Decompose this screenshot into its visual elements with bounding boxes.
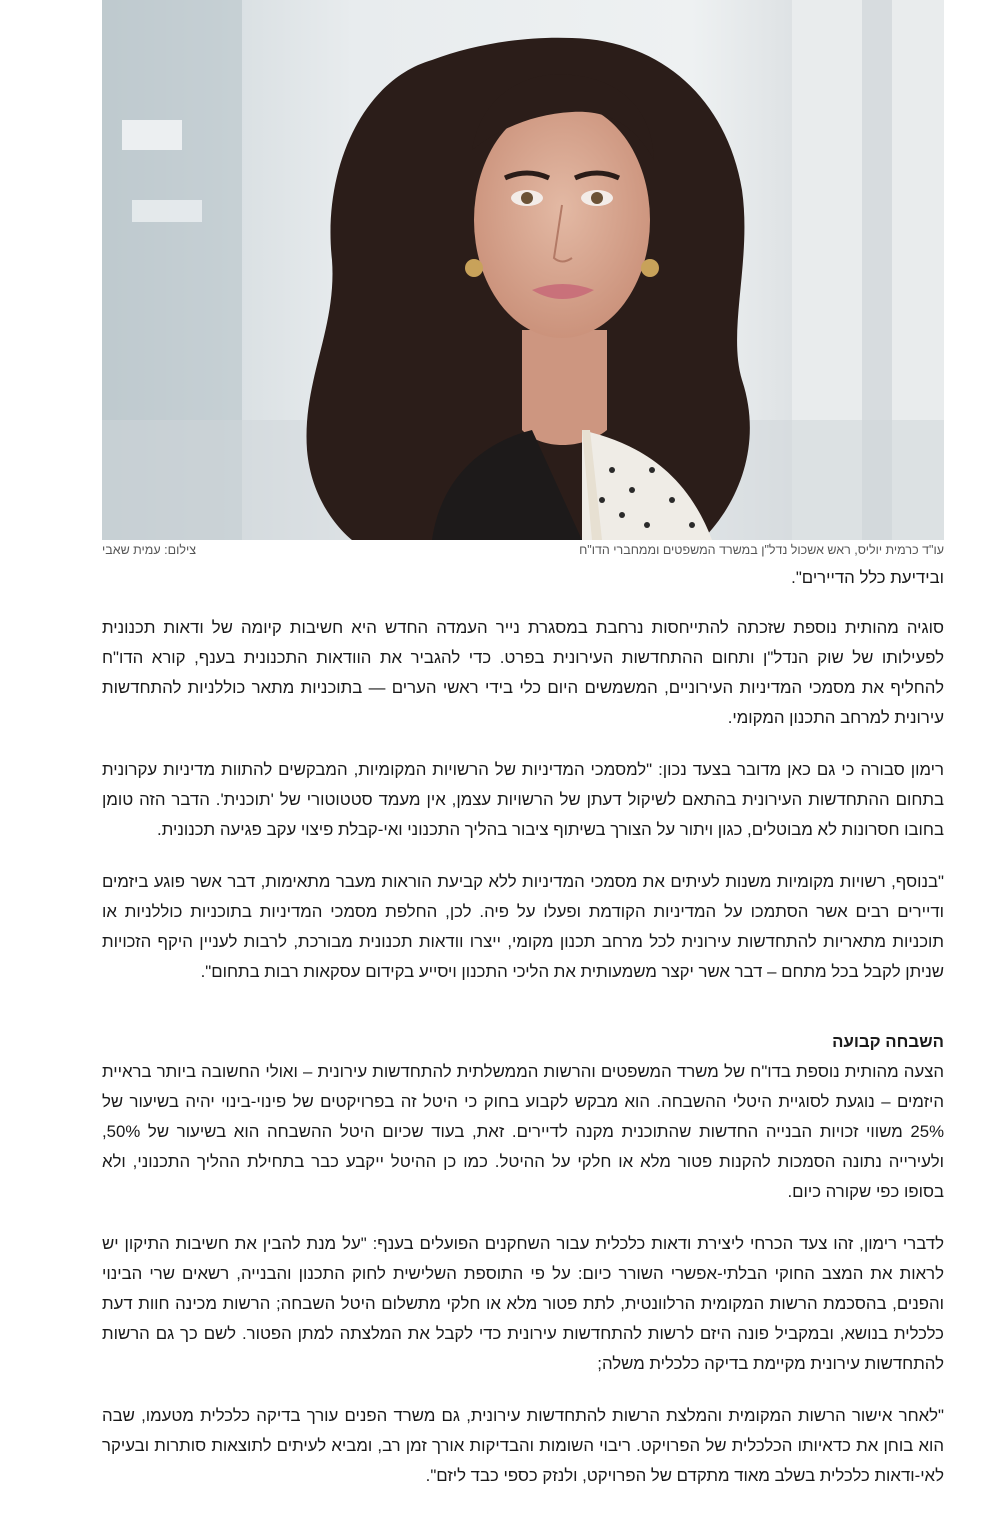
paragraph: ובידיעת כלל הדיירים". — [791, 568, 944, 587]
paragraph: "לאחר אישור הרשות המקומית והמלצת הרשות להתחדשות עירונית, גם משרד הפנים עורך בדיקה כלכלית מטעמו, שבה הוא בוחן את כדאיותו הכלכלית של הפרויקט. ריבוי השומות והבדיקות אורך זמן רב, ומביא לעיתים לתוצאות סותרות ובעיקר לאי-ודאות כלכלית בשלב מאוד מתקדם של הפרויקט, ולנזק כספי כבד ליזם". — [102, 1406, 944, 1485]
paragraph: רימון סבורה כי גם כאן מדובר בצעד נכון: "למסמכי המדיניות של הרשויות המקומיות, המבקשים להתוות מדיניות עקרונית בתחום ההתחדשות העירונית בהתאם לשיקול דעתן של הרשויות עצמן, אין מעמד סטטוטורי של 'תוכנית'. הדבר הזה טומן בחובו חסרונות לא מבוטלים, כגון ויתור על הצורך בשיתוף ציבור בהליך התכנוני ואי-קבלת פיצוי עקב פגיעה תכנונית. — [102, 760, 944, 839]
portrait-photo — [102, 0, 944, 540]
section-spacer — [102, 1009, 944, 1027]
paragraph: "בנוסף, רשויות מקומיות משנות לעיתים את מסמכי המדיניות ללא קביעת הוראות מעבר מתאימות, דבר אשר פוגע ביזמים ודיירים רבים אשר הסתמכו על המדיניות הקודמת ופעלו על פיה. לכן, החלפת מסמכי המדיניות בתוכניות כוללניות או תוכניות מתאריות להתחדשות עירונית לכל מרחב תכנון מקומי, ייצרו וודאות תכנונית מבורכת, לרבות לעניין היקף הזכויות שניתן לקבל בכל מתחם – דבר אשר יקצר משמעותית את הליכי התכנון ויסייע בקידום עסקאות רבות בתחום". — [102, 872, 944, 981]
article-body — [102, 563, 944, 1513]
paragraph: לדברי רימון, זהו צעד הכרחי ליצירת ודאות כלכלית עבור השחקנים הפועלים בענף: "על מנת להבין את חשיבות התיקון יש לראות את המצב החוקי הבלתי-אפשרי השורר כיום: על פי התוספת השלישית לחוק התכנון והבנייה, רשאים שרי הבינוי והפנים, בהסכמת הרשות המקומית הרלוונטית, לתת פטור מלא או חלקי מתשלום היטל השבחה; הרשות מכינה חוות דעת כלכלית בנושא, ובמקביל פונה היזם לרשות להתחדשות עירונית כדי לקבל את המלצתה למתן הפטור. לשם כך גם הרשות להתחדשות עירונית מקיימת בדיקה כלכלית משלה; — [102, 1234, 944, 1373]
photo-credit: צילום: עמית שאבי — [102, 543, 197, 557]
photo-caption-row — [102, 543, 944, 561]
paragraph: סוגיה מהותית נוספת שזכתה להתייחסות נרחבת במסגרת נייר העמדה החדש היא חשיבות קיומה של ודאות תכנונית לפעילותו של שוק הנדל"ן ותחום ההתחדשות העירונית בפרט. כדי להגביר את הוודאות התכנונית בענף, קורא הדו"ח להחליף את מסמכי המדיניות העירוניים, המשמשים היום כלי בידי ראשי הערים — בתוכניות מתאר כוללניות להתחדשות עירונית למרחב התכנון המקומי. — [102, 618, 944, 727]
photo-caption: עו"ד כרמית יוליס, ראש אשכול נדל"ן במשרד המשפטים וממחברי הדו"ח — [579, 543, 944, 557]
section-heading: השבחה קבועה — [832, 1032, 944, 1051]
paragraph: הצעה מהותית נוספת בדו"ח של משרד המשפטים והרשות הממשלתית להתחדשות עירונית – ואולי החשובה ביותר בראיית היזמים – נוגעת לסוגיית היטלי ההשבחה. הוא מבקש לקבוע בחוק כי היטל זה בפרויקטים של פינוי-בינוי יהיה בשיעור של 25% משווי זכויות הבנייה החדשות שהתוכנית מקנה לדיירים. זאת, בעוד שכיום היטל ההשבחה הוא בשיעור של 50%, ולעירייה נתונה הסמכות להקנות פטור מלא או חלקי על ההיטל. כמו כן ההיטל ייקבע כבר בתחילת ההליך התכנוני, ולא בסופו כפי שקורה כיום. — [102, 1062, 944, 1201]
